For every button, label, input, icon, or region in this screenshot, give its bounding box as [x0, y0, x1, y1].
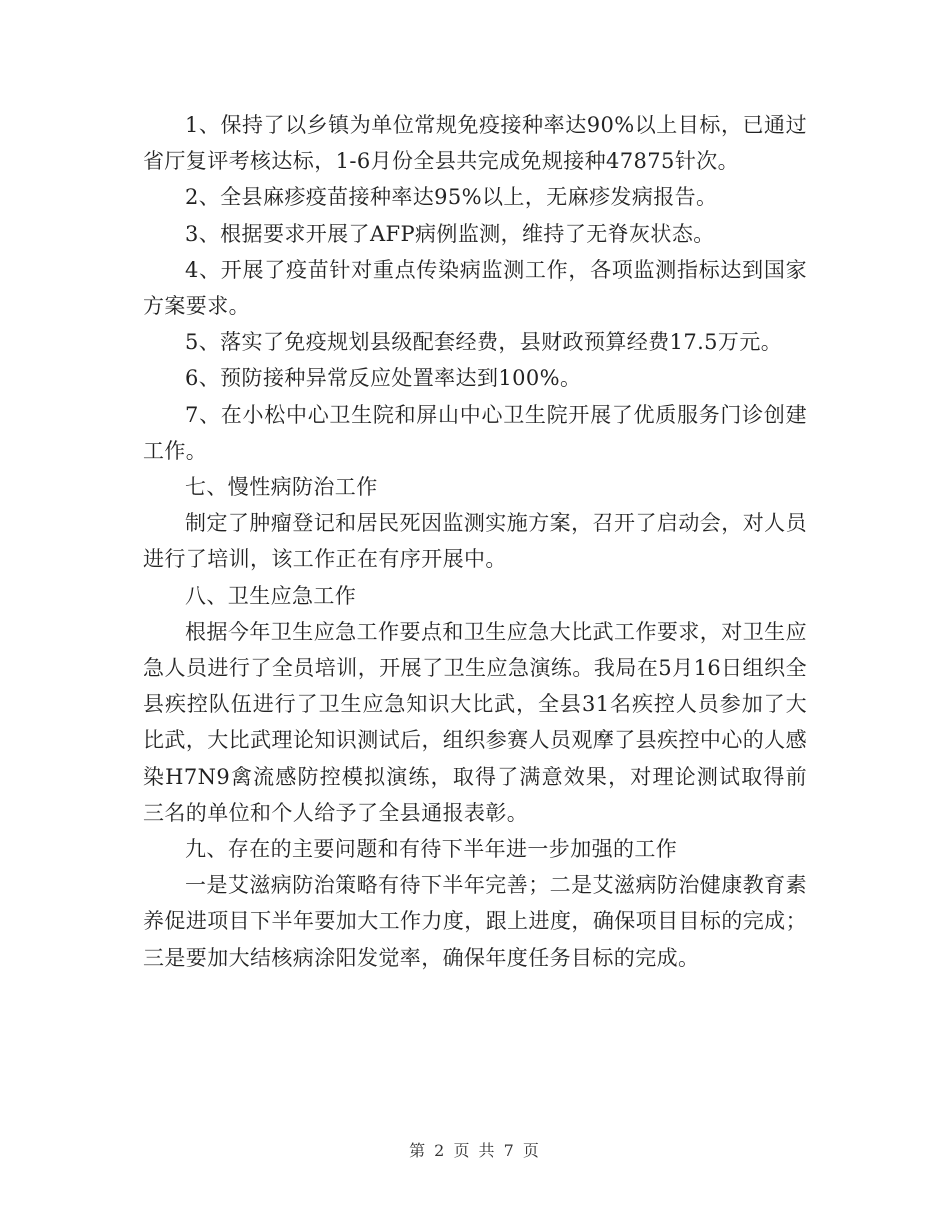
- paragraph-item-5: 5、落实了免疫规划县级配套经费，县财政预算经费17.5万元。: [185, 330, 783, 355]
- paragraph-item-7: 7、在小松中心卫生院和屏山中心卫生院开展了优质服务门诊创建工作。: [143, 402, 807, 463]
- paragraph-item-4: 4、开展了疫苗针对重点传染病监测工作，各项监测指标达到国家方案要求。: [143, 257, 807, 319]
- section-heading-emergency: 八、卫生应急工作: [185, 583, 357, 608]
- paragraph-chronic-disease: 制定了肿瘤登记和居民死因监测实施方案，召开了启动会，对人员进行了培训，该工作正在有序开展中。: [143, 511, 807, 572]
- page-number-footer: 第 2 页 共 7 页: [409, 1141, 541, 1160]
- paragraph-problems: 一是艾滋病防治策略有待下半年完善；二是艾滋病防治健康教育素养促进项目下半年要加大工作力度，跟上进度，确保项目目标的完成；三是要加大结核病涂阳发觉率，确保年度任务目标的完成。: [143, 873, 807, 970]
- paragraph-item-6: 6、预防接种异常反应处置率达到100%。: [185, 366, 582, 391]
- document-body: [143, 107, 807, 976]
- paragraph-item-3: 3、根据要求开展了AFP病例监测，维持了无脊灰状态。: [185, 221, 715, 246]
- paragraph-item-2: 2、全县麻疹疫苗接种率达95%以上，无麻疹发病报告。: [185, 185, 718, 210]
- paragraph-item-1: 1、保持了以乡镇为单位常规免疫接种率达90%以上目标，已通过省厅复评考核达标，1-6月份全县共完成免规接种47875针次。: [143, 113, 807, 174]
- paragraph-emergency: 根据今年卫生应急工作要点和卫生应急大比武工作要求，对卫生应急人员进行了全员培训，开展了卫生应急演练。我局在5月16日组织全县疾控队伍进行了卫生应急知识大比武，全县31名疾控人员参加了大比武，大比武理论知识测试后，组织参赛人员观摩了县疾控中心的人感染H7N9禽流感防控模拟演练，取得了满意效果，对理论测试取得前三名的单位和个人给予了全县通报表彰。: [143, 619, 807, 825]
- section-heading-problems: 九、存在的主要问题和有待下半年进一步加强的工作: [185, 837, 678, 862]
- section-heading-chronic-disease: 七、慢性病防治工作: [185, 475, 378, 500]
